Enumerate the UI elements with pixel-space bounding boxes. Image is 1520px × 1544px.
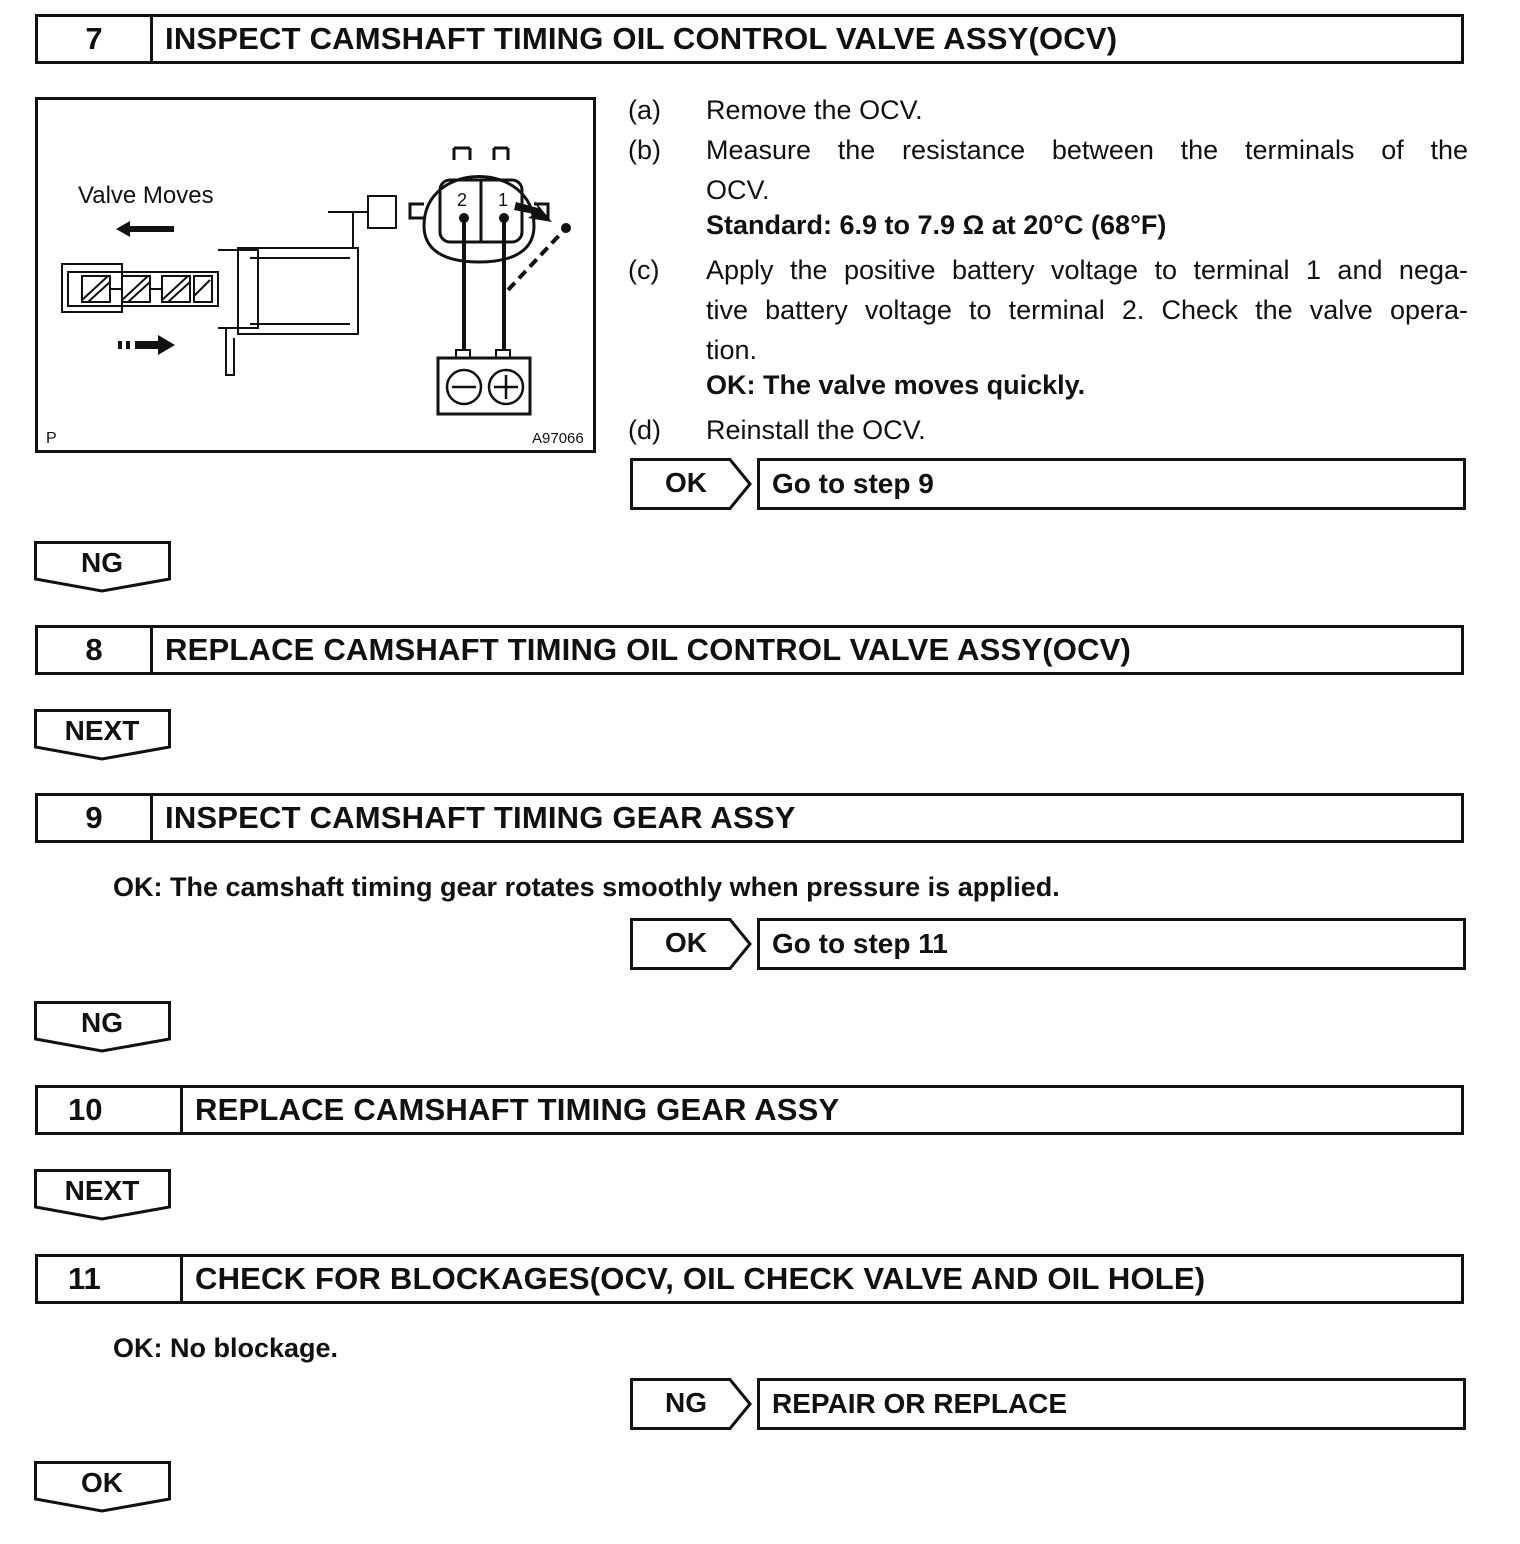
ocv-diagram-drawing: [38, 100, 599, 456]
instruction-text: Remove the OCV.: [706, 95, 923, 125]
tag-label: NEXT: [64, 715, 140, 746]
next-flow-tag: [34, 709, 172, 763]
step-title: REPLACE CAMSHAFT TIMING OIL CONTROL VALVE ASSY(OCV): [165, 632, 1132, 667]
ok-flow-tag: [34, 1461, 172, 1515]
instruction-text-line: OCV.: [706, 175, 770, 205]
instruction-letter: (d): [628, 415, 661, 445]
result-target-link[interactable]: Go to step 9: [757, 458, 1466, 510]
terminal-1-label: 1: [498, 190, 509, 210]
ok-criterion: OK: The valve moves quickly.: [706, 370, 1086, 400]
step-9-ok-result[interactable]: [630, 918, 1466, 970]
step-11-header: [35, 1254, 1464, 1304]
step-10-header: [35, 1085, 1464, 1135]
ocv-illustration: [35, 97, 596, 453]
step-title: INSPECT CAMSHAFT TIMING GEAR ASSY: [165, 800, 796, 835]
step-title: INSPECT CAMSHAFT TIMING OIL CONTROL VALVE ASSY(OCV): [165, 21, 1118, 56]
terminal-2-label: 2: [457, 190, 468, 210]
instruction-a: [628, 90, 1468, 130]
figure-code: A97066: [532, 430, 584, 447]
instruction-text-line: tive battery voltage to terminal 2. Check the valve opera-: [706, 295, 1468, 325]
instruction-letter: (c): [628, 255, 660, 285]
instruction-text-line: Measure the resistance between the terminals of the: [706, 135, 1468, 165]
instruction-text-line: tion.: [706, 335, 758, 365]
result-target-link[interactable]: REPAIR OR REPLACE: [757, 1378, 1466, 1430]
resistance-standard: Standard: 6.9 to 7.9 Ω at 20°C (68°F): [706, 210, 1167, 240]
result-label: OK: [665, 467, 707, 498]
tag-label: NEXT: [64, 1175, 140, 1206]
step-number: 9: [38, 796, 153, 840]
next-flow-tag: [34, 1169, 172, 1223]
step-title: CHECK FOR BLOCKAGES(OCV, OIL CHECK VALVE AND OIL HOLE): [195, 1261, 1206, 1296]
ng-flow-tag: [34, 1001, 172, 1055]
step-9-header: [35, 793, 1464, 843]
tag-label: NG: [81, 547, 123, 578]
instruction-d: [628, 410, 1468, 450]
tag-label: NG: [81, 1007, 123, 1038]
result-label: NG: [665, 1387, 707, 1418]
ok-criterion: OK: The camshaft timing gear rotates smoothly when pressure is applied.: [113, 872, 1060, 902]
step-8-header: [35, 625, 1464, 675]
ok-criterion: OK: No blockage.: [113, 1333, 339, 1363]
instruction-text-line: Apply the positive battery voltage to terminal 1 and nega-: [706, 255, 1468, 285]
step-11-ng-result[interactable]: [630, 1378, 1466, 1430]
instruction-letter: (a): [628, 95, 661, 125]
instruction-c: [628, 250, 1468, 370]
step-7-ok-result[interactable]: [630, 458, 1466, 510]
figure-corner-label: P: [46, 430, 57, 447]
step-7-header: [35, 14, 1464, 64]
step-number: 7: [38, 17, 153, 61]
instruction-b: [628, 130, 1468, 210]
valve-moves-caption: Valve Moves: [78, 182, 214, 209]
step-number: 10: [38, 1088, 183, 1132]
step-number: 11: [38, 1257, 183, 1301]
tag-label: OK: [81, 1467, 123, 1498]
step-number: 8: [38, 628, 153, 672]
result-label: OK: [665, 927, 707, 958]
instruction-text: Reinstall the OCV.: [706, 415, 926, 445]
ng-flow-tag: [34, 541, 172, 595]
instruction-letter: (b): [628, 135, 661, 165]
result-target-link[interactable]: Go to step 11: [757, 918, 1466, 970]
step-title: REPLACE CAMSHAFT TIMING GEAR ASSY: [195, 1092, 840, 1127]
